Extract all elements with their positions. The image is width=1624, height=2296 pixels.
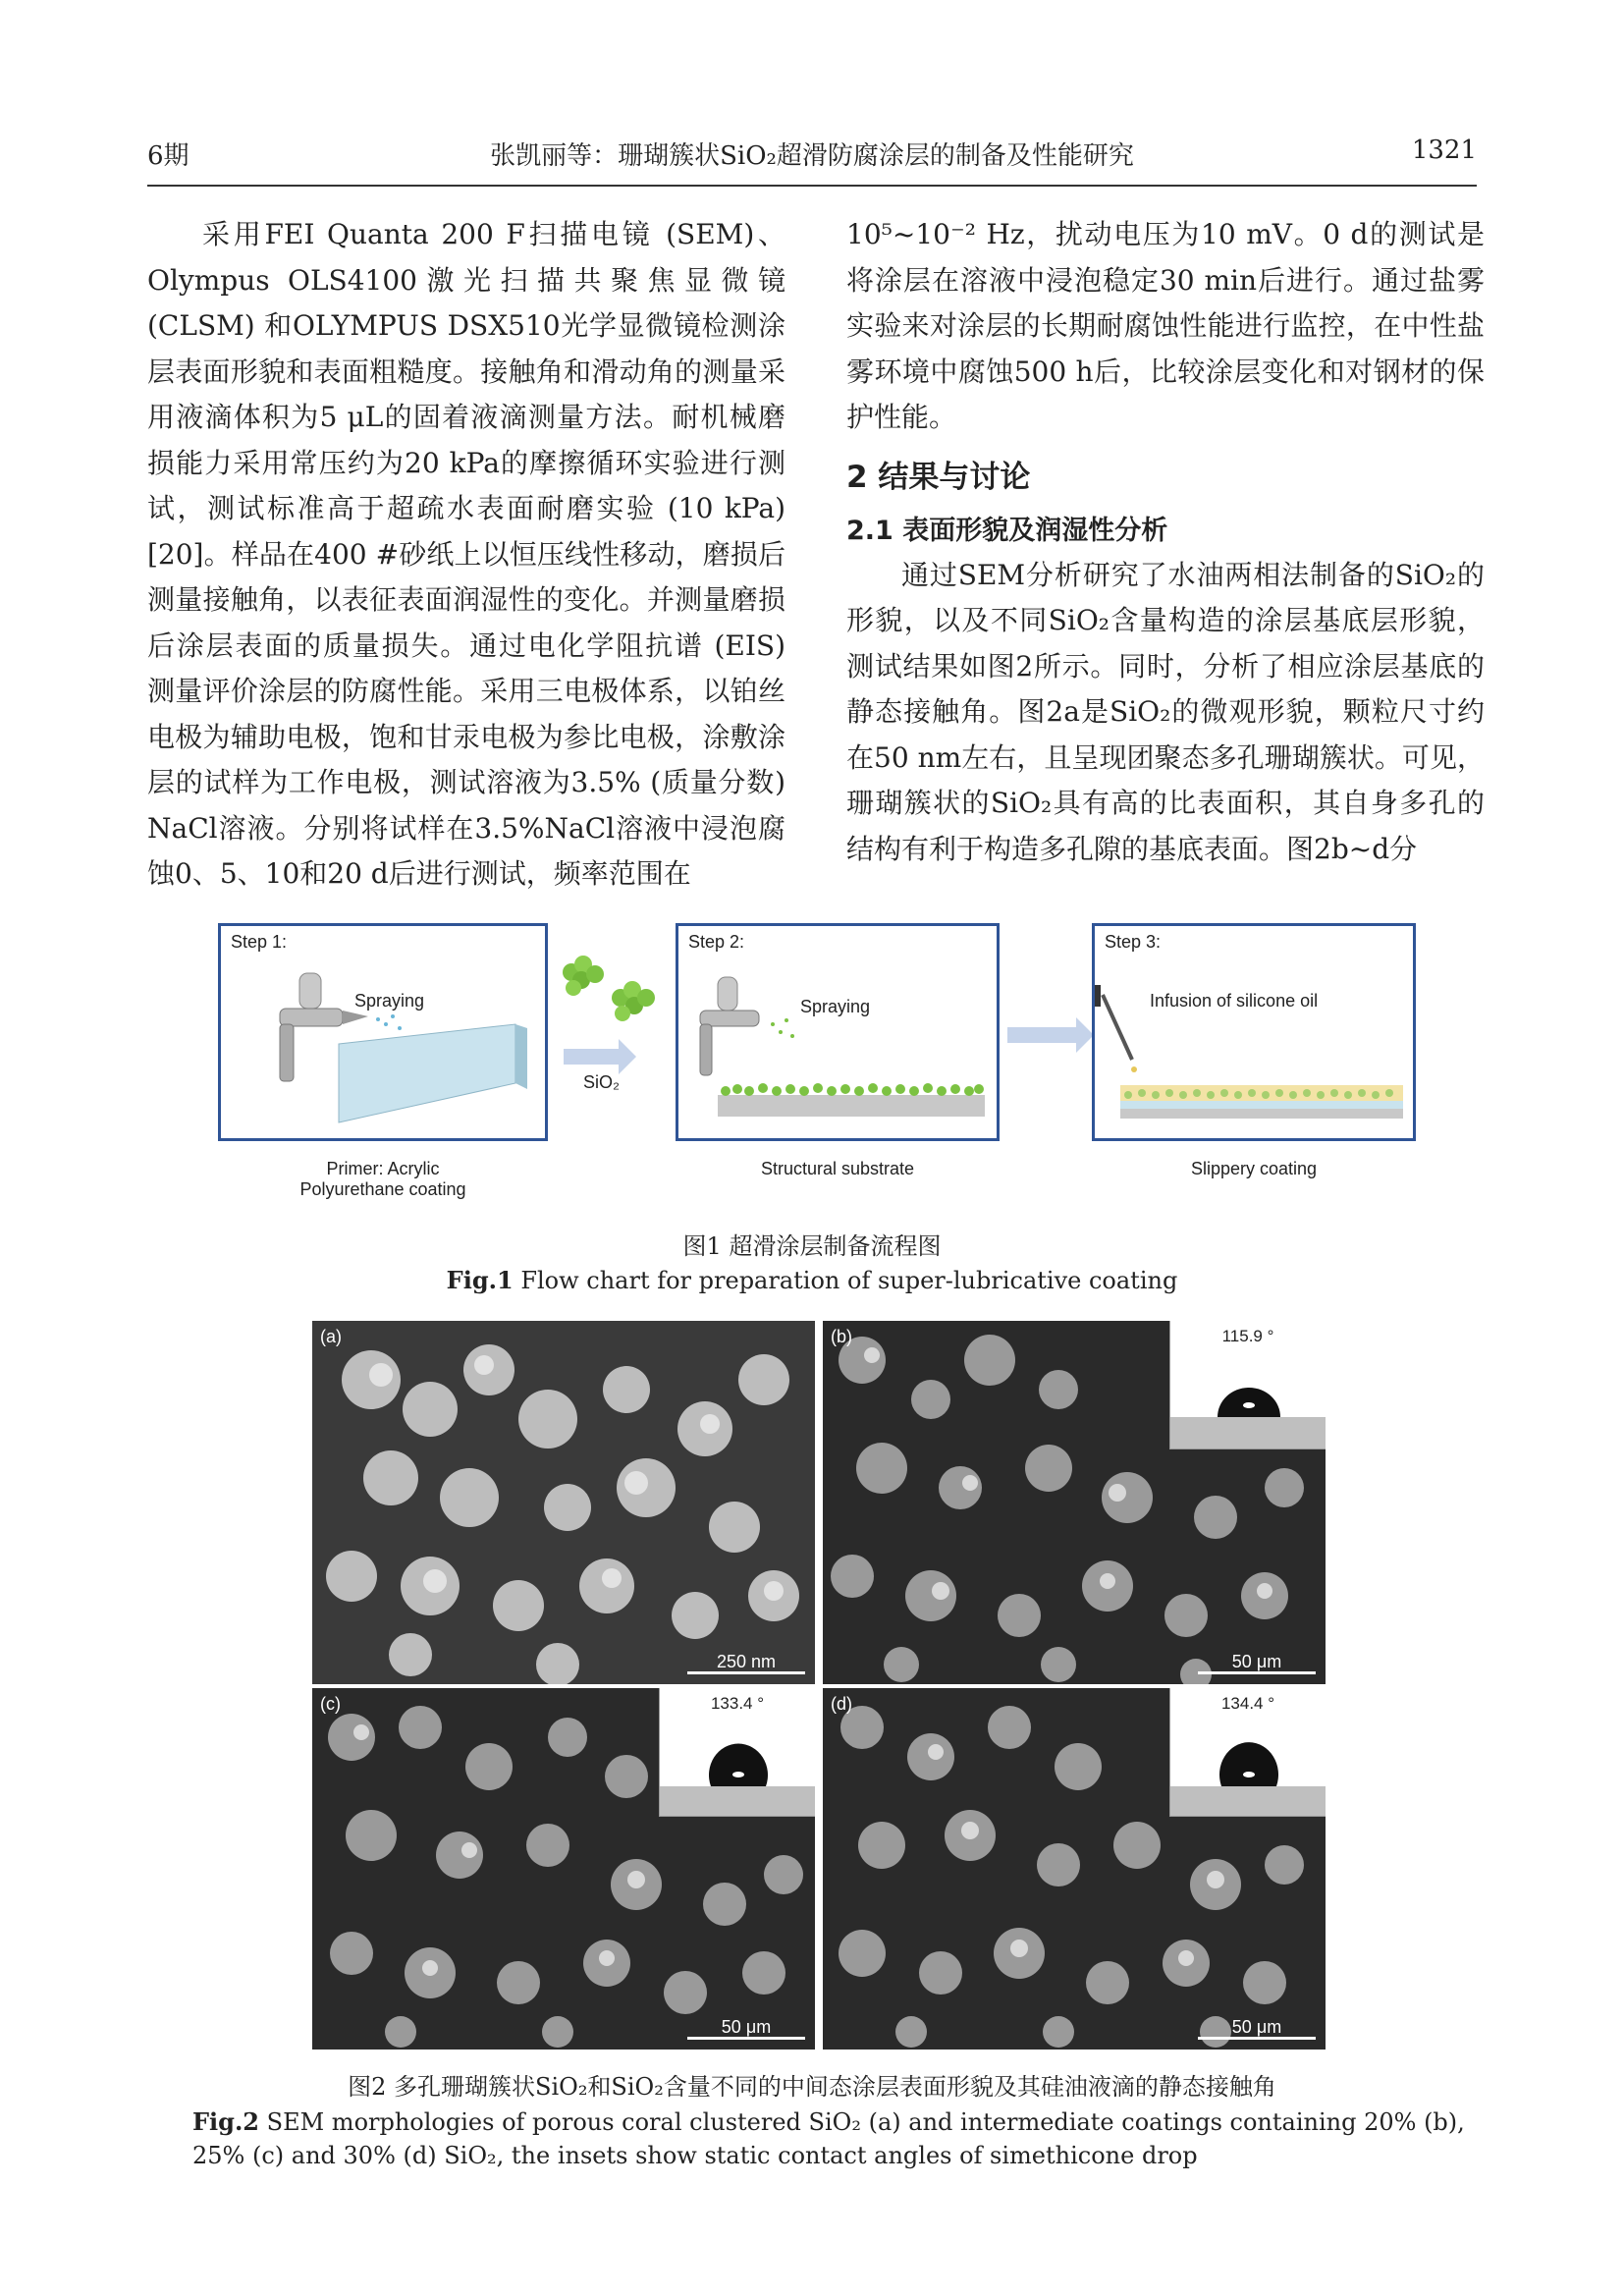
sem-panel-b bbox=[823, 1321, 1326, 1684]
step-3-label: Infusion of silicone oil bbox=[1150, 991, 1319, 1011]
step-3-box bbox=[1092, 923, 1416, 1141]
panel-b-droplet-icon bbox=[1170, 1350, 1326, 1449]
sem-panel-a bbox=[312, 1321, 815, 1684]
step-2-box bbox=[676, 923, 1000, 1141]
arrow-step2-to-step3 bbox=[1007, 1027, 1076, 1043]
step-2-label: Spraying bbox=[800, 997, 871, 1016]
panel-b-label: (b) bbox=[831, 1327, 852, 1346]
issue-number: 6期 bbox=[147, 141, 189, 171]
section-heading: 2 结果与讨论 bbox=[846, 459, 1031, 495]
step-3-caption bbox=[1092, 1159, 1416, 1179]
step-1-box bbox=[218, 923, 548, 1141]
left-column bbox=[147, 212, 785, 898]
methods-paragraph-continued: 10⁵~10⁻² Hz，扰动电压为10 mV。0 d的测试是将涂层在溶液中浸泡稳定30 min后进行。通过盐雾实验来对涂层的长期耐腐蚀性能进行监控，在中性盐雾环境中腐蚀500 h后，比较涂层变化和对钢材的保护性能。 bbox=[846, 218, 1485, 433]
figure-2-caption-en bbox=[147, 2105, 1477, 2172]
arrow-step1-to-step2 bbox=[564, 1049, 619, 1065]
results-paragraph: 通过SEM分析研究了水油两相法制备的SiO₂的形貌，以及不同SiO₂含量构造的涂层基底层形貌，测试结果如图2所示。同时，分析了相应涂层基底的静态接触角。图2a是SiO₂的微观形貌，颗粒尺寸约在50 nm左右，且呈现团聚态多孔珊瑚簇状。可见，珊瑚簇状的SiO₂具有高的比表面积，其自身多孔的结构有利于构造多孔隙的基底表面。图2b~d分 bbox=[846, 558, 1485, 865]
step-3-caption-line1: Slippery coating bbox=[1190, 1159, 1318, 1178]
panel-d-contact-angle-inset bbox=[1169, 1688, 1326, 1817]
panel-c-contact-angle-inset bbox=[659, 1688, 815, 1817]
step-2-caption-line1: Structural substrate bbox=[760, 1159, 915, 1178]
panel-d-label: (d) bbox=[831, 1694, 852, 1714]
panel-c-scalebar: 50 μm bbox=[687, 2017, 805, 2040]
step-1-caption-line2: Polyurethane coating bbox=[299, 1179, 466, 1199]
figure-1-caption-cn: 图1 超滑涂层制备流程图 bbox=[682, 1232, 942, 1260]
page-number: 1321 bbox=[1411, 136, 1477, 165]
step-3-title: Step 3: bbox=[1105, 932, 1162, 952]
sem-panel-c bbox=[312, 1688, 815, 2050]
panel-d-scalebar: 50 μm bbox=[1198, 2017, 1316, 2040]
figure-2-label: Fig.2 bbox=[192, 2107, 259, 2136]
figure-2-caption-text: SEM morphologies of porous coral clustered SiO₂ (a) and intermediate coatings containing 20% (b), 25% (c) and 30% (d) SiO₂, the insets show static contact angles of simethicone drop bbox=[192, 2108, 1465, 2169]
sem-image-a bbox=[312, 1321, 815, 1684]
step-2-caption bbox=[676, 1159, 1000, 1179]
figure-1-label: Fig.1 bbox=[446, 1266, 514, 1294]
panel-a-label: (a) bbox=[320, 1327, 342, 1346]
dropper-icon bbox=[1095, 926, 1413, 1138]
spray-gun-panel-1-icon bbox=[221, 926, 545, 1138]
spray-gun-panel-2-icon bbox=[678, 926, 997, 1138]
step-1-label: Spraying bbox=[354, 991, 425, 1011]
figure-2-sem-grid bbox=[312, 1321, 1326, 2050]
panel-b-scalebar: 50 μm bbox=[1198, 1652, 1316, 1674]
step-2-title: Step 2: bbox=[688, 932, 745, 952]
figure-1-flowchart bbox=[218, 923, 1416, 1208]
figure-2-caption-cn: 图2 多孔珊瑚簇状SiO₂和SiO₂含量不同的中间态涂层表面形貌及其硅油液滴的静态接触角 bbox=[348, 2073, 1276, 2101]
panel-c-droplet-icon bbox=[660, 1718, 815, 1816]
right-column bbox=[846, 212, 1485, 872]
panel-d-droplet-icon bbox=[1170, 1718, 1326, 1816]
running-title: 张凯丽等：珊瑚簇状SiO₂超滑防腐涂层的制备及性能研究 bbox=[490, 141, 1134, 171]
step-1-caption-line1: Primer: Acrylic bbox=[326, 1159, 440, 1178]
header-rule bbox=[147, 185, 1477, 187]
panel-a-scalebar: 250 nm bbox=[687, 1652, 805, 1674]
sem-panel-d bbox=[823, 1688, 1326, 2050]
arrow-label-sio2: SiO₂ bbox=[583, 1072, 620, 1092]
running-header bbox=[147, 136, 1477, 175]
step-1-title: Step 1: bbox=[231, 932, 288, 952]
panel-c-label: (c) bbox=[320, 1694, 341, 1714]
figure-1-caption-en bbox=[147, 1264, 1477, 1297]
methods-paragraph: 采用FEI Quanta 200 F扫描电镜 (SEM)、Olympus OLS4100激光扫描共聚焦显微镜 (CLSM) 和OLYMPUS DSX510光学显微镜检测涂层表面形貌和表面粗糙度。接触角和滑动角的测量采用液滴体积为5 μL的固着液滴测量方法。耐机械磨损能力采用常压约为20 kPa的摩擦循环实验进行测试，测试标准高于超疏水表面耐磨实验 (10 kPa)[20]。样品在400 #砂纸上以恒压线性移动，磨损后测量接触角，以表征表面润湿性的变化。并测量磨损后涂层表面的质量损失。通过电化学阻抗谱 (EIS) 测量评价涂层的防腐性能。采用三电极体系，以铂丝电极为辅助电极，饱和甘汞电极为参比电极，涂敷涂层的试样为工作电极，测试溶液为3.5% (质量分数) NaCl溶液。分别将试样在3.5%NaCl溶液中浸泡腐蚀0、5、10和20 d后进行测试，频率范围在 bbox=[147, 218, 785, 890]
panel-b-contact-angle: 115.9 ° bbox=[1221, 1327, 1274, 1345]
subsection-heading: 2.1 表面形貌及润湿性分析 bbox=[846, 515, 1168, 546]
figure-1-caption-text: Flow chart for preparation of super-lubricative coating bbox=[520, 1267, 1178, 1294]
panel-c-contact-angle: 133.4 ° bbox=[710, 1694, 765, 1713]
sio2-particles-icon bbox=[552, 943, 660, 1041]
panel-d-contact-angle: 134.4 ° bbox=[1220, 1694, 1275, 1713]
panel-b-contact-angle-inset bbox=[1169, 1321, 1326, 1449]
step-1-caption bbox=[218, 1159, 548, 1200]
